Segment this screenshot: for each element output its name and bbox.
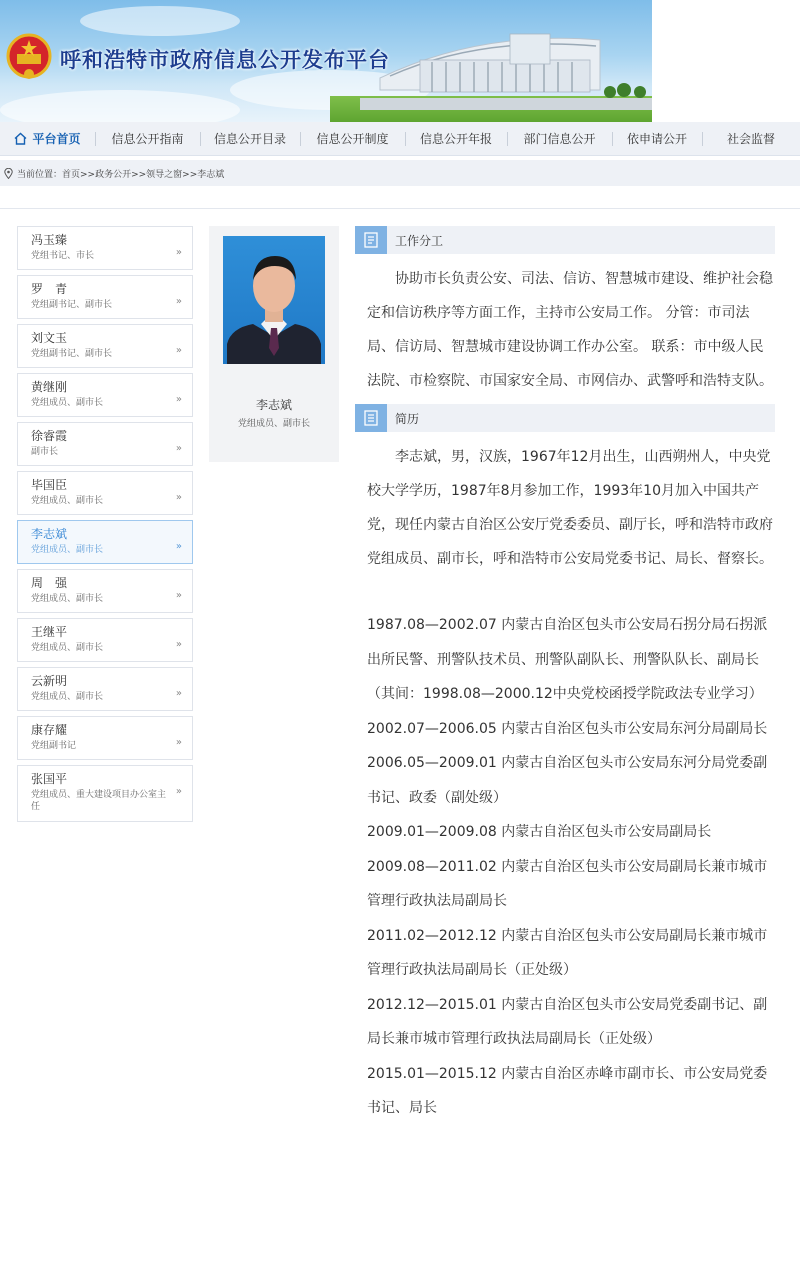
leader-name: 黄继刚: [31, 380, 68, 394]
history-item: 2012.12—2015.01 内蒙古自治区包头市公安局党委副书记、副局长兼市城市管理行政执法局副局长（正处级）: [367, 996, 768, 1047]
leader-title: 党组成员、重大建设项目办公室主任: [31, 790, 167, 812]
history-item: 2009.01—2009.08 内蒙古自治区包头市公安局副局长: [367, 824, 712, 840]
chevron-right-icon: »: [175, 737, 182, 748]
profile-name: 李志斌: [255, 398, 292, 412]
nav-request[interactable]: 依申请公开: [612, 122, 702, 156]
history-item: 2011.02—2012.12 内蒙古自治区包头市公安局副局长兼市城市管理行政执法局副局长（正处级）: [367, 927, 768, 978]
location-pin-icon: [4, 168, 13, 179]
nav-system[interactable]: 信息公开制度: [300, 122, 405, 156]
resume-section-header: [355, 404, 775, 432]
career-history: [355, 608, 775, 1126]
chevron-right-icon: »: [175, 590, 182, 601]
leader-name: 张国平: [31, 772, 68, 786]
chevron-right-icon: »: [175, 345, 182, 356]
sidebar-item-yun-xinming[interactable]: [17, 667, 193, 711]
list-icon: [355, 404, 387, 432]
leader-name: 罗 青: [31, 282, 68, 296]
nav-catalog[interactable]: 信息公开目录: [200, 122, 300, 156]
history-item: 2015.01—2015.12 内蒙古自治区赤峰市副市长、市公安局党委书记、局长: [367, 1065, 768, 1116]
history-item: 2006.05—2009.01 内蒙古自治区包头市公安局东河分局党委副书记、政委（副处级）: [367, 755, 768, 806]
nav-home-label: 平台首页: [32, 132, 81, 146]
leader-title: 党组成员、副市长: [31, 398, 104, 408]
leader-name: 云新明: [31, 674, 68, 688]
nav-home[interactable]: [0, 122, 95, 156]
leader-name: 徐睿霞: [31, 429, 68, 443]
chevron-right-icon: »: [175, 492, 182, 503]
leader-title: 党组成员、副市长: [31, 545, 104, 555]
leader-name: 毕国臣: [31, 478, 68, 492]
leader-title: 副市长: [31, 447, 59, 457]
chevron-right-icon: »: [175, 443, 182, 454]
history-item: 1987.08—2002.07 内蒙古自治区包头市公安局石拐分局石拐派出所民警、刑警队技术员、刑警队副队长、刑警队队长、副局长（其间：1998.08—2000.12中央党校函授学院政法专业学习）: [367, 617, 768, 702]
sidebar-item-kang-cunyao[interactable]: [17, 716, 193, 760]
main-area: [0, 208, 800, 1261]
site-title: 呼和浩特市政府信息公开发布平台: [60, 48, 390, 72]
leader-title: 党组成员、副市长: [31, 594, 104, 604]
leader-title: 党组成员、副市长: [31, 643, 104, 653]
home-icon: [14, 132, 27, 145]
sidebar-item-li-zhibin[interactable]: [17, 520, 193, 564]
bio-text: 李志斌，男，汉族，1967年12月出生，山西朔州人，中央党校大学学历，1987年8月参加工作，1993年10月加入中国共产党，现任内蒙古自治区公安厅党委委员、副厅长，呼和浩特市政府党组成员、副市长，呼和浩特市公安局党委书记、局长、督察长。: [367, 449, 773, 567]
chevron-right-icon: »: [175, 296, 182, 307]
sidebar-item-bi-guochen[interactable]: [17, 471, 193, 515]
nav-supervision[interactable]: 社会监督: [702, 122, 800, 156]
breadcrumb: [0, 160, 800, 186]
leader-title: 党组书记、市长: [31, 251, 95, 261]
leader-title: 党组副书记、副市长: [31, 349, 113, 359]
leader-title: 党组成员、副市长: [31, 496, 104, 506]
leader-sidebar: [17, 226, 193, 827]
chevron-right-icon: »: [175, 394, 182, 405]
sidebar-item-huang-jigang[interactable]: [17, 373, 193, 417]
cloud-decoration: [80, 6, 240, 36]
nav-department[interactable]: 部门信息公开: [507, 122, 612, 156]
nav-annual-report[interactable]: 信息公开年报: [405, 122, 507, 156]
leader-name: 刘文玉: [31, 331, 68, 345]
leader-title: 党组副书记: [31, 741, 77, 751]
document-icon: [355, 226, 387, 254]
sidebar-item-luo-qing[interactable]: [17, 275, 193, 319]
main-nav: [0, 122, 800, 156]
profile-title: 党组成员、副市长: [237, 419, 310, 429]
history-item: 2002.07—2006.05 内蒙古自治区包头市公安局东河分局副局长: [367, 720, 768, 737]
chevron-right-icon: »: [175, 247, 182, 258]
chevron-right-icon: »: [175, 639, 182, 650]
leader-name: 康存耀: [31, 723, 68, 737]
profile-card: [209, 226, 339, 462]
breadcrumb-text[interactable]: 当前位置：首页>>政务公开>>领导之窗>>李志斌: [17, 169, 225, 180]
leader-photo: [223, 236, 325, 364]
national-emblem-icon: [6, 32, 52, 82]
duty-text: 协助市长负责公安、司法、信访、智慧城市建设、维护社会稳定和信访秩序等方面工作，主持市公安局工作。 分管：市司法局、信访局、智慧城市建设协调工作办公室。 联系：市中级人民法院、市检察院、市国家安全局、市网信办、武警呼和浩特支队。: [367, 271, 773, 389]
sidebar-item-zhou-qiang[interactable]: [17, 569, 193, 613]
leader-name: 冯玉臻: [31, 233, 68, 247]
duty-section-header: [355, 226, 775, 254]
leader-title: 党组成员、副市长: [31, 692, 104, 702]
sidebar-item-feng-yuzhen[interactable]: [17, 226, 193, 270]
leader-title: 党组副书记、副市长: [31, 300, 113, 310]
banner-blank-area: [652, 0, 800, 122]
leader-name: 周 强: [31, 576, 68, 590]
header-banner: [0, 0, 800, 122]
government-building-image: [360, 20, 652, 110]
sidebar-item-wang-jiping[interactable]: [17, 618, 193, 662]
sidebar-item-zhang-guoping[interactable]: [17, 765, 193, 822]
sidebar-item-liu-wenyu[interactable]: [17, 324, 193, 368]
chevron-right-icon: »: [175, 541, 182, 552]
leader-name: 王继平: [31, 625, 68, 639]
chevron-right-icon: »: [175, 786, 182, 797]
leader-content: [355, 226, 775, 1126]
leader-name: 李志斌: [31, 527, 68, 541]
portrait-image: [223, 236, 325, 364]
history-item: 2009.08—2011.02 内蒙古自治区包头市公安局副局长兼市城市管理行政执法局副局长: [367, 858, 768, 909]
cloud-decoration: [0, 90, 240, 122]
chevron-right-icon: »: [175, 688, 182, 699]
resume-heading: 简历: [395, 411, 420, 426]
duty-heading: 工作分工: [395, 233, 444, 248]
sidebar-item-xu-ruixia[interactable]: [17, 422, 193, 466]
nav-guide[interactable]: 信息公开指南: [95, 122, 200, 156]
